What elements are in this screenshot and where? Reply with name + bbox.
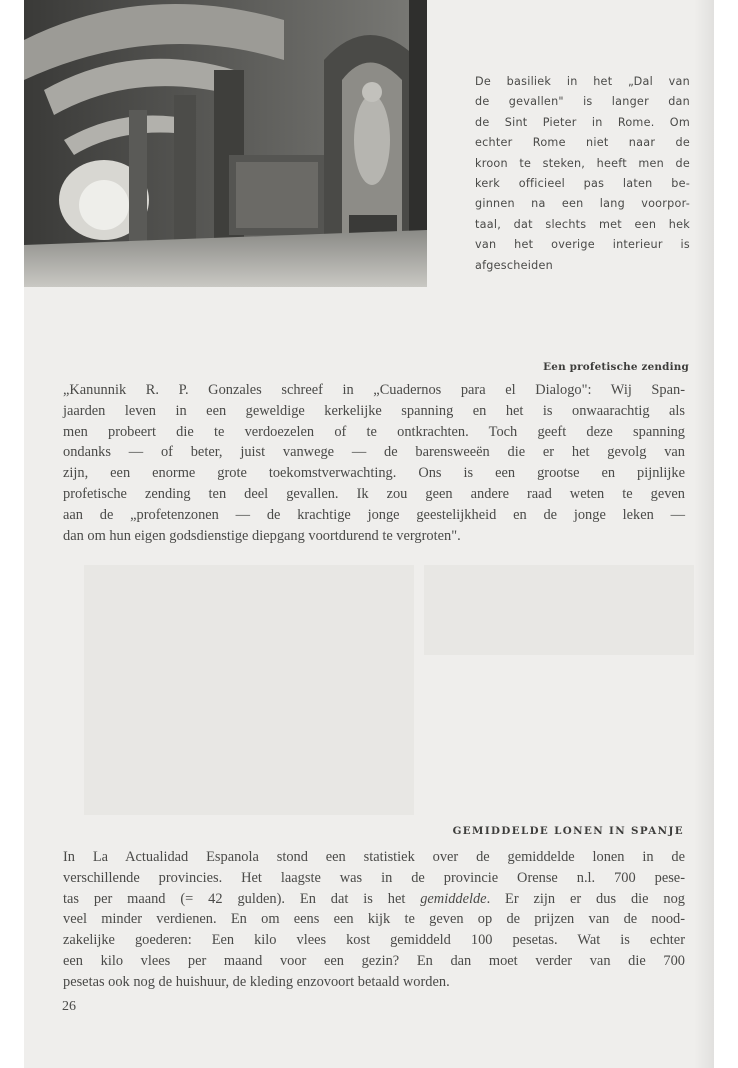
caption-line: de Sint Pieter in Rome. Om xyxy=(475,115,690,129)
body-line: profetische zending ten deel gevallen. Ik zou geen andere raad weten te geven xyxy=(63,485,685,502)
caption-line: de gevallen" is langer dan xyxy=(475,95,690,109)
caption-line: afgescheiden xyxy=(475,258,553,272)
body-line: verschillende provincies. Het laagste was in de provincie Orense n.l. 700 pese- xyxy=(63,869,685,886)
body-line: aan de „profetenzonen — de krachtige jonge geestelijkheid en de jonge leken — xyxy=(63,506,685,523)
section-heading-lonen: GEMIDDELDE LONEN IN SPANJE xyxy=(452,825,684,837)
caption-line: De basiliek in het „Dal van xyxy=(475,75,690,88)
body-line: een kilo vlees per maand voor een gezin? En dan moet verder van die 700 xyxy=(63,952,685,969)
body-line: pesetas ook nog de huishuur, de kleding enzovoort betaald worden. xyxy=(63,973,450,990)
section-heading-zending: Een profetische zending xyxy=(543,361,689,373)
caption-line: ginnen na een lang voorpor- xyxy=(475,197,690,211)
body-line-end: . Er zijn er dus die nog xyxy=(486,890,685,907)
body-line: men probeert die te verdoezelen of te ontkrachten. Toch geeft deze spanning xyxy=(63,423,685,440)
body-line: dan om hun eigen godsdienstige diepgang voortdurend te vergroten". xyxy=(63,527,461,544)
page-number: 26 xyxy=(62,999,76,1014)
photo-caption xyxy=(475,72,690,276)
page-edge-shadow xyxy=(694,0,714,1068)
caption-line: taal, dat slechts met een hek xyxy=(475,217,690,231)
body-line-emphasis xyxy=(63,889,685,910)
caption-line: van het overige interieur is xyxy=(475,238,690,252)
caption-line: kerk officieel pas laten be- xyxy=(475,177,690,191)
caption-line: kroon te steken, heeft men de xyxy=(475,156,690,170)
section-zending-body xyxy=(63,380,685,546)
bleed-through xyxy=(84,565,414,815)
body-line: jaarden leven in een geweldige kerkelijke spanning en het is onwaarachtig als xyxy=(63,402,685,419)
body-line: zakelijke goederen: Een kilo vlees kost gemiddeld 100 pesetas. Wat is echter xyxy=(63,932,685,949)
basilica-photo xyxy=(24,0,427,287)
section-lonen-body xyxy=(63,847,685,993)
caption-line: echter Rome niet naar de xyxy=(475,136,690,150)
body-line: veel minder verdienen. En om eens een kijk te geven op de prijzen van de nood- xyxy=(63,911,685,928)
basilica-arcade-photo-icon xyxy=(24,0,427,287)
body-line-start: tas per maand (= 42 gulden). En dat is het xyxy=(63,890,421,907)
body-line: „Kanunnik R. P. Gonzales schreef in „Cuadernos para el Dialogo": Wij Span- xyxy=(63,382,685,398)
document-page xyxy=(24,0,714,1068)
body-line: In La Actualidad Espanola stond een statistiek over de gemiddelde lonen in de xyxy=(63,849,685,865)
emphasis-word: gemiddelde xyxy=(420,890,487,907)
body-line: zijn, een enorme grote toekomstverwachting. Ons is een grootse en pijnlijke xyxy=(63,465,685,482)
body-line: ondanks — of beter, juist vanwege — de barensweeën die er het gevolg van xyxy=(63,444,685,461)
bleed-through xyxy=(424,565,694,655)
